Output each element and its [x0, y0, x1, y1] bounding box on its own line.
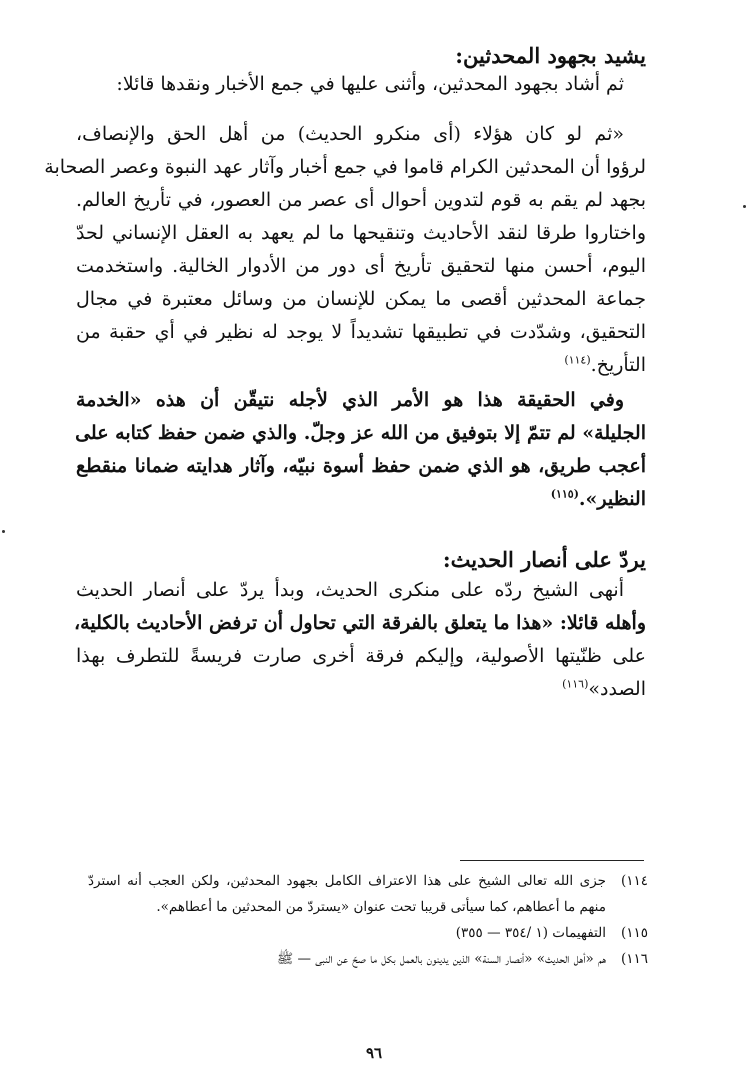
footnote-number: ١١٤): [620, 873, 648, 889]
section-heading-ansar: يردّ على أنصار الحديث:: [442, 547, 646, 572]
section2-line: وأهله قائلا: «هذا ما يتعلق بالفرقة التي تحاول أن ترفض الأحاديث بالكلية،: [74, 612, 646, 634]
footnotes: [88, 868, 648, 972]
quote-end-text: التأريخ.: [590, 354, 646, 376]
quote-line: التحقيق، وشدّدت في تطبيقها تشديداً لا يوجد له نظير في أي حقبة من: [76, 321, 646, 343]
section2-paragraph: [76, 574, 646, 706]
scan-speck: [743, 205, 746, 208]
section1-body: [76, 68, 646, 101]
footnote-number: ١١٥): [620, 925, 648, 941]
comment-end-text: النظير».: [578, 488, 646, 510]
footnote-line: هم «أهل الحديث» «أنصار السنة» الذين يدينون بالعمل بكل ما صحّ عن النبى — ﷺ: [276, 951, 606, 967]
quote-line: «ثم لو كان هؤلاء (أى منكرو الحديث) من أهل الحق والإنصاف،: [76, 123, 624, 145]
section2-end-text: الصدد»: [588, 678, 646, 700]
intro-line: ثم أشاد بجهود المحدثين، وأثنى عليها في جمع الأخبار ونقدها قائلا:: [116, 73, 624, 95]
comment-line: الجليلة» لم تتمّ إلا بتوفيق من الله عز وجلّ. والذي ضمن حفظ كتابه على: [75, 422, 646, 444]
quote-line: بجهد لم يقم به قوم لتدوين أحوال أى عصر من العصور، في تأريخ العالم.: [76, 189, 646, 211]
quote-paragraph: [44, 118, 646, 382]
quote-line: لرؤوا أن المحدثين الكرام قاموا في جمع أخبار وآثار عهد النبوة وعصر الصحابة: [44, 156, 646, 178]
footnote-line: منهم ما أعطاهم، كما سيأتى قريبا تحت عنوان «يستردّ من المحدثين ما أعطاهم».: [156, 899, 606, 915]
section-heading-muhaddithin: يشيد بجهود المحدثين:: [455, 43, 646, 68]
quote-line: جماعة المحدثين أقصى ما يمكن للإنسان من وسائل معتبرة في مجال: [76, 288, 646, 310]
comment-line: أعجب طريق، هو الذي ضمن حفظ أسوة نبيّه، وآثار هدايته ضمانا منقطع: [76, 455, 646, 477]
footnote-ref-116[interactable]: (١١٦): [562, 677, 589, 691]
comment-line-last: [76, 483, 646, 516]
footnote-number: ١١٦): [620, 951, 648, 967]
scan-speck: [2, 530, 5, 533]
comment-line: وفي الحقيقة هذا هو الأمر الذي لأجله نتيقّن أن هذه «الخدمة: [76, 389, 624, 411]
quote-line-last: [76, 349, 646, 382]
quote-line: واختاروا طرقا لنقد الأحاديث وتنقيحها ما لم يعهد به العقل الإنساني لحدّ: [76, 222, 646, 244]
section2-line: على ظنّيتها الأصولية، وإليكم فرقة أخرى صارت فريسةً للتطرف بهذا: [76, 645, 646, 667]
footnote-ref-115[interactable]: (١١٥): [550, 487, 579, 501]
footnote-ref-114[interactable]: (١١٤): [564, 353, 591, 367]
footnote-divider: [460, 860, 644, 861]
footnote-114: [88, 868, 648, 920]
section2-line-last: [76, 673, 646, 706]
footnote-line: جزى الله تعالى الشيخ على هذا الاعتراف الكامل بجهود المحدثين، ولكن العجب أنه استردّ: [88, 873, 606, 889]
comment-paragraph: [76, 384, 646, 516]
footnote-text: [88, 868, 606, 920]
quote-line: اليوم، أحسن منها لتحقيق تأريخ أى دور من الأدوار الخالية. واستخدمت: [76, 255, 646, 277]
footnote-line: التفهيمات (١ /٣٥٤ — ٣٥٥): [455, 925, 606, 941]
footnote-text: [88, 946, 606, 972]
footnote-116: [88, 946, 648, 972]
footnote-115: [88, 920, 648, 946]
section2-line: أنهى الشيخ ردّه على منكرى الحديث، وبدأ يردّ على أنصار الحديث: [76, 579, 624, 601]
page-number: ٩٦: [365, 1044, 383, 1062]
footnote-text: [88, 920, 606, 946]
